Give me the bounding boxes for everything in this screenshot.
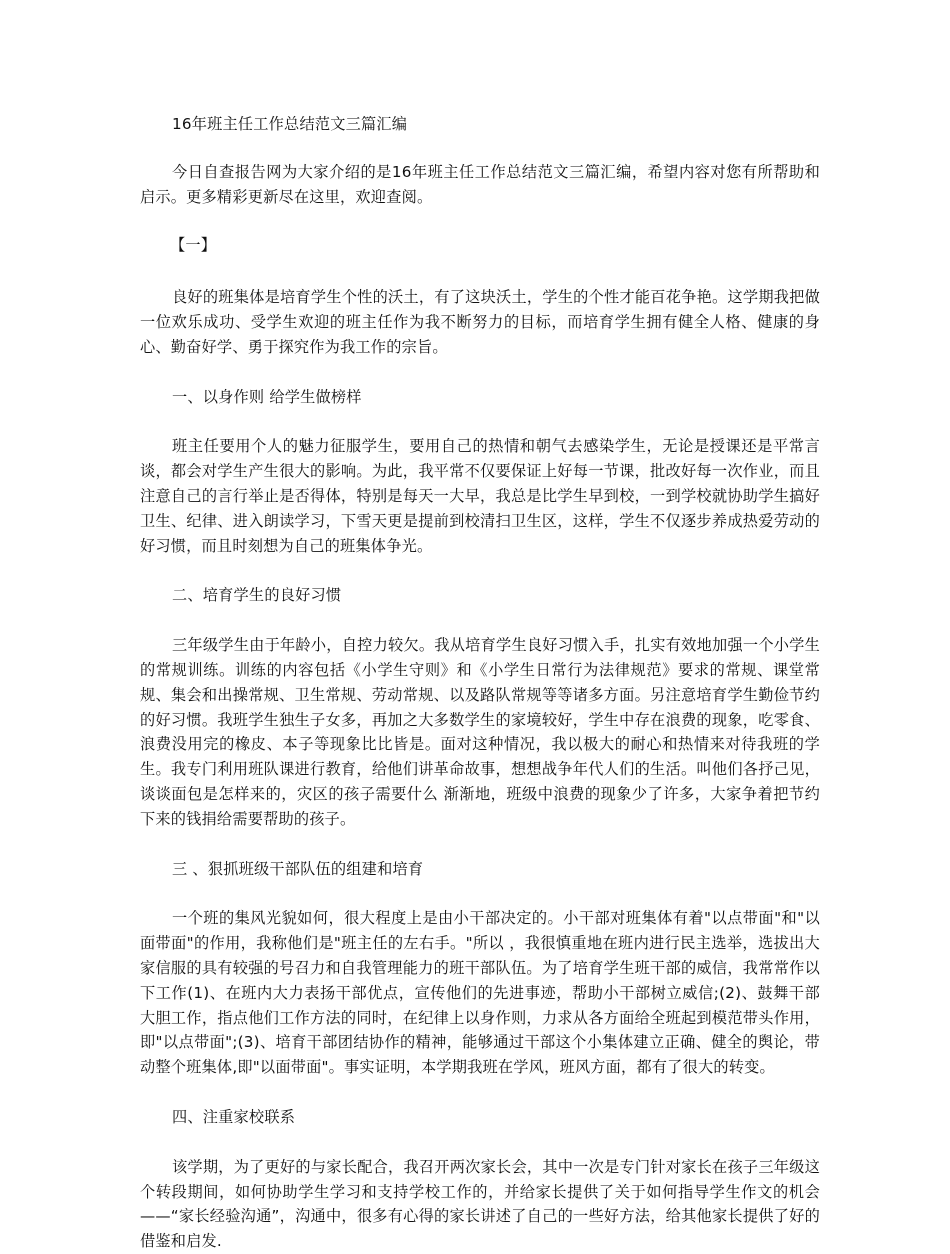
body-paragraph: 三年级学生由于年龄小，自控力较欠。我从培育学生良好习惯入手，扎实有效地加强一个小学生的常规训练。训练的内容包括《小学生守则》和《小学生日常行为法律规范》要求的常规、课堂常规、集会和出操常规、卫生常规、劳动常规、以及路队常规等等诸多方面。另注意培育学生勤俭节约的好习惯。我班学生独生子女多，再加之大多数学生的家境较好，学生中存在浪费的现象，吃零食、浪费没用完的橡皮、本子等现象比比皆是。面对这种情况，我以极大的耐心和热情来对待我班的学生。我专门利用班队课进行教育，给他们讲革命故事，想想战争年代人们的生活。叫他们各抒己见，谈谈面包是怎样来的，灾区的孩子需要什么 渐渐地，班级中浪费的现象少了许多，大家争着把节约下来的钱捐给需要帮助的孩子。 [140, 636, 820, 828]
section-heading: 三 、狠抓班级干部队伍的组建和培育 [172, 859, 424, 878]
section-marker: 【一】 [170, 236, 217, 255]
section-heading: 二、培育学生的良好习惯 [172, 586, 342, 605]
document-title: 16年班主任工作总结范文三篇汇编 [172, 115, 408, 133]
body-paragraph: 班主任要用个人的魅力征服学生，要用自己的热情和朝气去感染学生，无论是授课还是平常言谈，都会对学生产生很大的影响。为此，我平常不仅要保证上好每一节课，批改好每一次作业，而且注意自己的言行举止是否得体，特别是每天一大早，我总是比学生早到校，一到学校就协助学生搞好卫生、纪律、进入朗读学习，下雪天更是提前到校清扫卫生区，这样，学生不仅逐步养成热爱劳动的好习惯，而且时刻想为自己的班集体争光。 [140, 437, 820, 555]
section-heading: 四、注重家校联系 [172, 1107, 296, 1126]
section-heading: 一、以身作则 给学生做榜样 [172, 387, 362, 406]
body-paragraph: 该学期，为了更好的与家长配合，我召开两次家长会，其中一次是专门针对家长在孩子三年级这个转段期间，如何协助学生学习和支持学校工作的，并给家长提供了关于如何指导学生作文的机会——“家长经验沟通”，沟通中，很多有心得的家长讲述了自己的一些好方法，给其他家长提供了好的借鉴和启发. [140, 1157, 820, 1251]
document-body [140, 112, 820, 1254]
body-paragraph: 一个班的集风光貌如何，很大程度上是由小干部决定的。小干部对班集体有着"以点带面"和"以面带面"的作用，我称他们是"班主任的左右手。"所以 ，我很慎重地在班内进行民主选举，选拔出大家信服的具有较强的号召力和自我管理能力的班干部队伍。为了培育学生班干部的威信，我常常作以下工作(1)、在班内大力表扬干部优点，宣传他们的先进事迹，帮助小干部树立威信;(2)、鼓舞干部大胆工作，指点他们工作方法的同时，在纪律上以身作则，力求从各方面给全班起到模范带头作用，即"以点带面";(3)、培育干部团结协作的精神，能够通过干部这个小集体建立正确、健全的舆论，带动整个班集体,即"以面带面"。事实证明，本学期我班在学风，班风方面，都有了很大的转变。 [140, 909, 820, 1077]
body-paragraph: 良好的班集体是培育学生个性的沃土，有了这块沃土，学生的个性才能百花争艳。这学期我把做一位欢乐成功、受学生欢迎的班主任作为我不断努力的目标，而培育学生拥有健全人格、健康的身心、勤奋好学、勇于探究作为我工作的宗旨。 [140, 288, 820, 356]
intro-paragraph: 今日自查报告网为大家介绍的是16年班主任工作总结范文三篇汇编，希望内容对您有所帮助和启示。更多精彩更新尽在这里，欢迎查阅。 [140, 162, 820, 206]
